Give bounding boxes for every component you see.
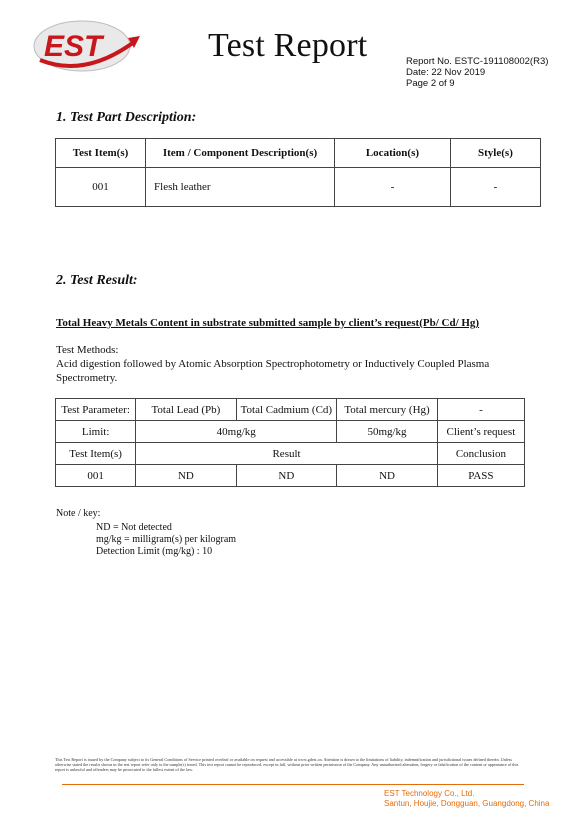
methods-text: Acid digestion followed by Atomic Absorption Spectrophotometry or Inductively Coupled Plasma Spectrometry. — [56, 358, 490, 384]
test-part-table — [55, 138, 541, 207]
cell-item-id: 001 — [56, 465, 136, 487]
col-description: Item / Component Description(s) — [146, 139, 335, 168]
table-row — [56, 168, 541, 207]
page-number: Page 2 of 9 — [406, 78, 455, 89]
legal-footnote: This Test Report is issued by the Company subject to its General Conditions of Service printed overleaf or available on request and accessible at www.gdest.cn. Attention is drawn to the limitations of liability, indemnification and jurisdictional issues defined therein. Unless otherwise stated the results shown in the test report refer only to the sample(s) tested. This test report cannot be reproduced, except in full, without prior written permission of the Company. Any unauthorized alteration, forgery or falsification of the content or appearance of this report is unlawful and offenders may be prosecuted to the fullest extent of the law. — [55, 757, 519, 772]
cell-dash: - — [437, 399, 524, 421]
cell-description: Flesh leather — [146, 168, 335, 207]
company-name: EST Technology Co., Ltd. — [384, 789, 475, 798]
methods-label: Test Methods: — [56, 344, 119, 356]
notes-label: Note / key: — [56, 508, 101, 519]
cell-hg-result: ND — [337, 465, 438, 487]
notes-block — [56, 508, 236, 558]
cell-item: 001 — [56, 168, 146, 207]
cell-mercury: Total mercury (Hg) — [337, 399, 438, 421]
note-item: Detection Limit (mg/kg) : 10 — [96, 546, 213, 557]
cell-location: - — [334, 168, 450, 207]
report-meta — [406, 56, 548, 89]
cell-testitem-label: Test Item(s) — [56, 443, 136, 465]
section1-heading: 1. Test Part Description: — [56, 110, 197, 125]
footer-divider — [62, 784, 524, 785]
table-row — [56, 399, 525, 421]
report-date: Date: 22 Nov 2019 — [406, 67, 486, 78]
logo-text: EST — [44, 30, 103, 63]
note-item: mg/kg = milligram(s) per kilogram — [96, 534, 237, 545]
est-logo — [30, 16, 140, 76]
col-test-items: Test Item(s) — [56, 139, 146, 168]
footer-company — [384, 789, 549, 809]
cell-limit-label: Limit: — [56, 421, 136, 443]
note-item: ND = Not detected — [96, 522, 172, 533]
cell-conclusion: PASS — [437, 465, 524, 487]
cell-cadmium: Total Cadmium (Cd) — [236, 399, 337, 421]
cell-conclusion-label: Conclusion — [437, 443, 524, 465]
test-methods — [56, 343, 526, 385]
cell-param-label: Test Parameter: — [56, 399, 136, 421]
result-table — [55, 398, 525, 487]
company-address: Santun, Houjie, Dongguan, Guangdong, China — [384, 799, 550, 808]
cell-limit-hg: 50mg/kg — [337, 421, 438, 443]
cell-result-label: Result — [136, 443, 438, 465]
cell-style: - — [450, 168, 540, 207]
col-location: Location(s) — [334, 139, 450, 168]
cell-lead: Total Lead (Pb) — [136, 399, 236, 421]
report-title: Test Report — [208, 27, 368, 64]
col-style: Style(s) — [450, 139, 540, 168]
report-number: Report No. ESTC-191108002(R3) — [406, 56, 549, 67]
cell-cd-result: ND — [236, 465, 337, 487]
result-subheading: Total Heavy Metals Content in substrate submitted sample by client’s request(Pb/ Cd/ Hg) — [56, 317, 480, 329]
cell-pb-result: ND — [136, 465, 236, 487]
table-row — [56, 421, 525, 443]
cell-limit-client: Client’s request — [437, 421, 524, 443]
table-row — [56, 465, 525, 487]
table-row — [56, 443, 525, 465]
cell-limit-pbcd: 40mg/kg — [136, 421, 337, 443]
section2-heading: 2. Test Result: — [56, 273, 138, 288]
